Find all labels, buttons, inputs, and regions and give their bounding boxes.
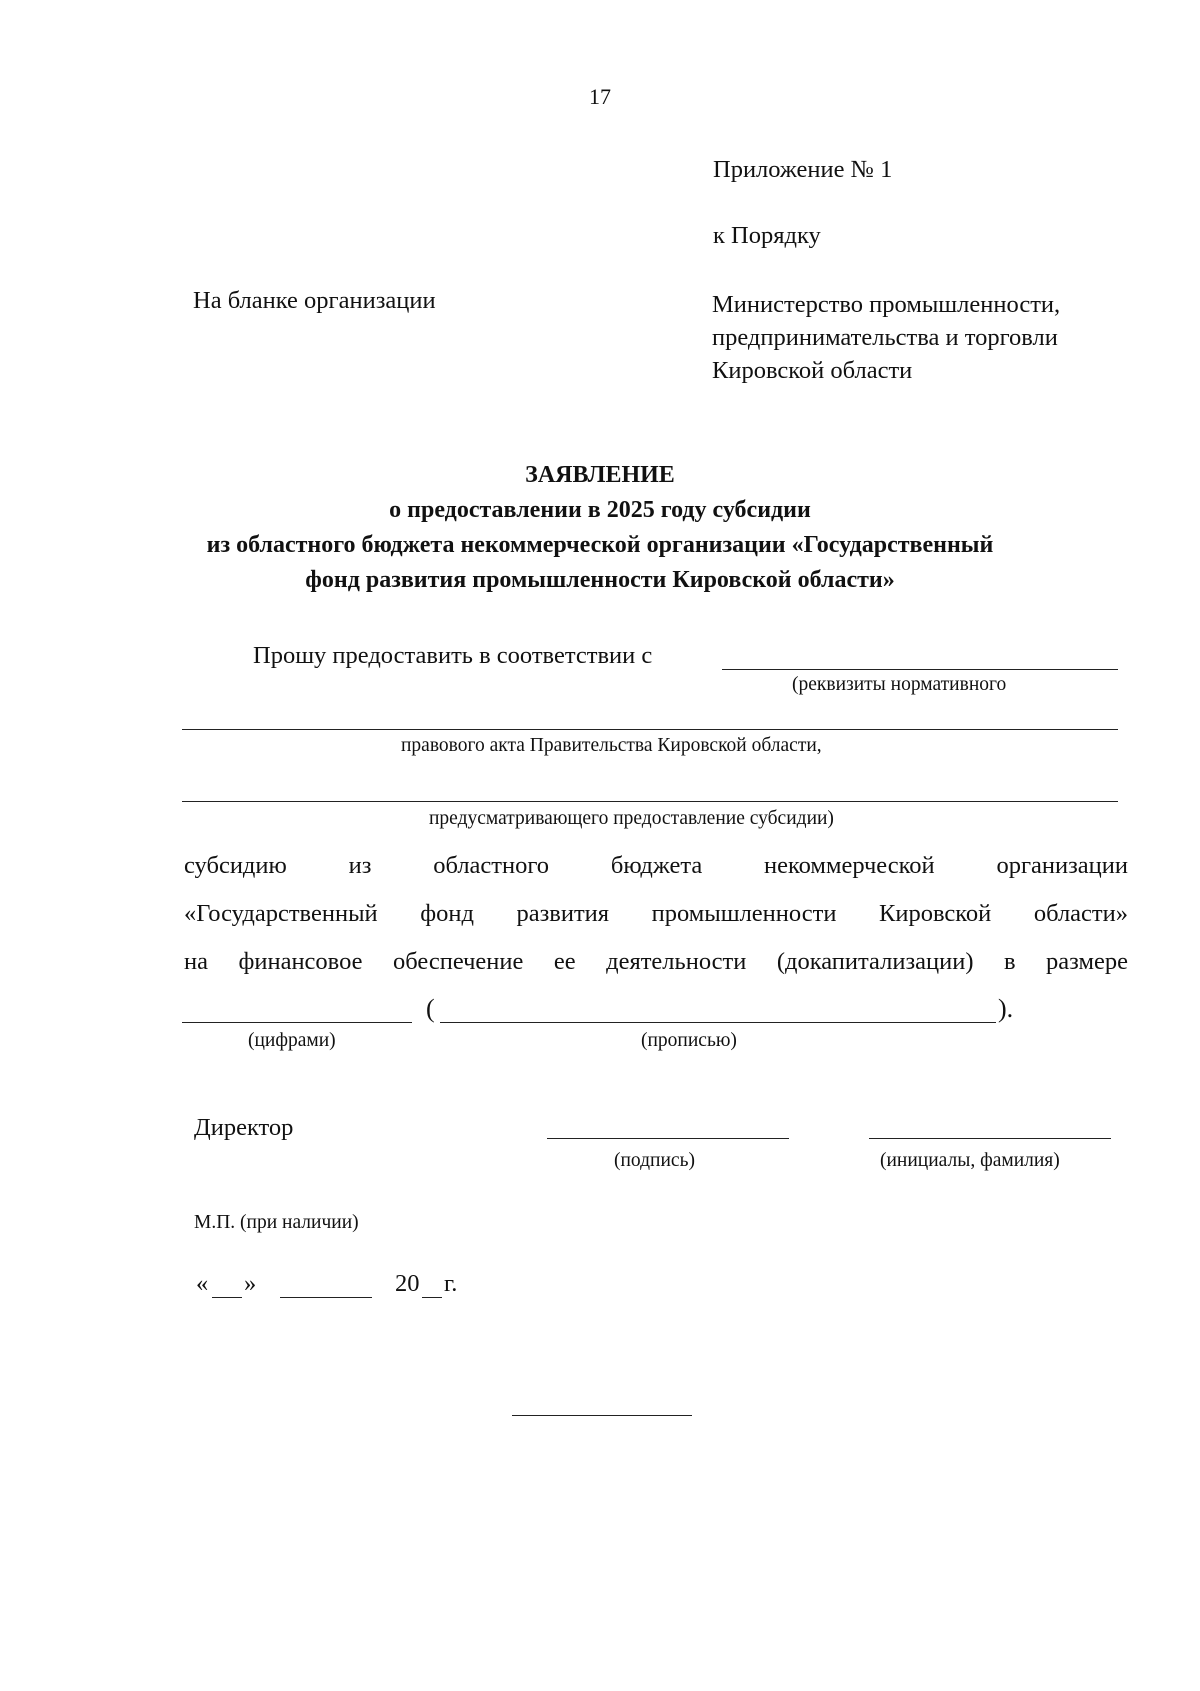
title-line-2: из областного бюджета некоммерческой организации «Государственный — [206, 532, 994, 558]
title-line-1: о предоставлении в 2025 году субсидии — [389, 497, 811, 523]
signature-hint: (подпись) — [614, 1150, 695, 1171]
paragraph-line-3: на финансовое обеспечение ее деятельности (докапитализации) в размере — [184, 948, 1128, 975]
amount-close-paren: ). — [998, 994, 1014, 1023]
legal-act-blank-2[interactable] — [182, 729, 1118, 730]
signature-blank[interactable] — [547, 1138, 789, 1139]
paragraph-line-2: «Государственный фонд развития промышленности Кировской области» — [184, 900, 1128, 927]
date-open-quote: « — [196, 1270, 209, 1297]
date-month-blank[interactable] — [280, 1297, 372, 1298]
appendix-label: Приложение № 1 — [713, 156, 893, 183]
legal-act-hint-1: (реквизиты нормативного — [792, 674, 1007, 695]
paragraph-line-1: субсидию из областного бюджета некоммерческой организации — [184, 852, 1128, 879]
legal-act-hint-3: предусматривающего предоставление субсидии) — [429, 808, 834, 829]
amount-words-blank[interactable] — [440, 1022, 996, 1023]
request-intro: Прошу предоставить в соответствии с — [253, 642, 653, 669]
name-blank[interactable] — [869, 1138, 1111, 1139]
date-day-blank[interactable] — [212, 1297, 242, 1298]
amount-open-paren: ( — [426, 994, 435, 1023]
director-label: Директор — [194, 1114, 294, 1141]
date-close-quote: » — [244, 1270, 257, 1297]
to-order-label: к Порядку — [713, 222, 821, 249]
title-line-3: фонд развития промышленности Кировской области» — [305, 567, 895, 593]
closing-separator — [512, 1415, 692, 1416]
stamp-note: М.П. (при наличии) — [194, 1212, 359, 1233]
document-title: ЗАЯВЛЕНИЕ — [525, 462, 675, 488]
legal-act-blank-1[interactable] — [722, 669, 1118, 670]
amount-digits-blank[interactable] — [182, 1022, 412, 1023]
legal-act-blank-3[interactable] — [182, 801, 1118, 802]
page-number: 17 — [589, 84, 611, 109]
date-year-prefix: 20 — [395, 1270, 420, 1297]
amount-words-hint: (прописью) — [641, 1030, 737, 1051]
date-year-suffix: г. — [444, 1270, 458, 1297]
letterhead-note: На бланке организации — [193, 287, 436, 314]
name-hint: (инициалы, фамилия) — [880, 1150, 1060, 1171]
date-year-blank[interactable] — [422, 1297, 442, 1298]
legal-act-hint-2: правового акта Правительства Кировской области, — [401, 735, 822, 756]
amount-digits-hint: (цифрами) — [248, 1030, 336, 1051]
title-block — [0, 458, 1200, 598]
addressee-block: Министерство промышленности, предпринимательства и торговли Кировской области — [712, 291, 1061, 384]
